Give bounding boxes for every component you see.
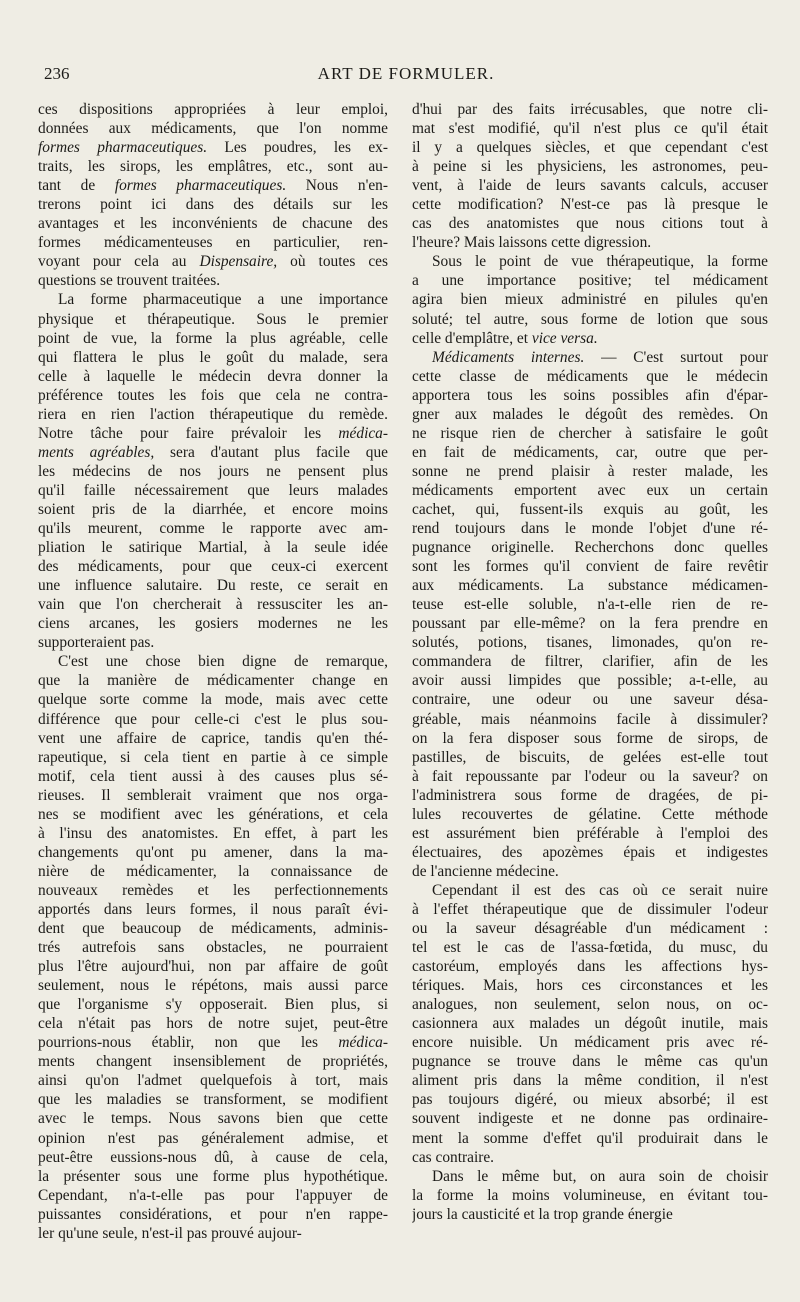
text-line: la présenter sous une forme plus hypothétique. [38,1167,388,1185]
text-line: castoréum, employés dans les affections hys- [412,958,768,976]
text-line: celle à laquelle le médecin devra donner la [38,367,388,385]
text-line: en fait de médicaments, car, outre que per- [412,443,768,461]
text-line: changements qu'ont pu amener, dans la ma- [38,843,388,861]
text-line: pliation le satirique Martial, à la seule idée [38,539,388,557]
text-line: physique et thérapeutique. Sous le premier [38,310,388,328]
text-line: pas toujours digéré, ou mieux absorbé; il est [412,1091,768,1109]
text-line: casionnera aux malades un dégoût inutile, mais [412,1015,768,1033]
paragraph [412,252,768,347]
text-line: ne risque rien de chercher à satisfaire le goût [412,424,768,442]
text-line: sont les formes qu'il convient de faire revêtir [412,558,768,576]
text-line: point de vue, la forme la plus agréable, celle [38,329,388,347]
text-line: jours la causticité et la trop grande énergie [412,1205,673,1223]
text-line: commandera de filtrer, clarifier, afin de les [412,653,768,671]
text-line: dent que beaucoup de médicaments, adminis- [38,920,388,938]
text-line: encore nuisible. Un médicament pris avec ré- [412,1034,768,1052]
text-line: à fait repoussante par l'odeur ou la saveur? on [412,767,768,785]
text-line: Médicaments internes. — C'est surtout pour [432,348,768,366]
text-line: tant de formes pharmaceutiques. Nous n'en- [38,177,388,195]
text-line: qu'il faille nécessairement que leurs malades [38,481,388,499]
text-line: cachet, qui, fussent-ils exquis au goût, les [412,500,768,518]
text-line: cas des anatomistes que nous citions tout à [412,215,768,233]
text-line: apportés dans leurs formes, il nous paraît évi- [38,900,388,918]
right-text-column [412,100,768,1224]
text-line: rapeutique, si cela tient en partie à ce simple [38,748,388,766]
text-line: Notre tâche pour faire prévaloir les médica- [38,424,388,442]
text-line: aux médicaments. La substance médicamen- [412,577,768,595]
text-line: soluté; tel autre, sous forme de lotion que sous [412,310,768,328]
text-line: contraire, une odeur ou une saveur désa- [412,691,768,709]
text-line: à l'insu des anatomistes. En effet, à part les [38,824,388,842]
text-line: celle d'emplâtre, et vice versa. [412,329,598,347]
text-line: tel est le cas de l'assa-fœtida, du musc, du [412,939,768,957]
text-line: tériques. Mais, hors ces circonstances et les [412,977,768,995]
text-line: a une importance positive; tel médicament [412,272,768,290]
text-line: avantages et les inconvénients de chacune des [38,215,388,233]
text-line: une influence salutaire. Du reste, ce serait en [38,577,388,595]
text-line: l'administrera sous forme de dragées, de pi- [412,786,768,804]
text-line: de l'ancienne médecine. [412,862,559,880]
text-line: quelque sorte comme la mode, mais avec cette [38,691,388,709]
left-text-column [38,100,388,1243]
text-line: formes médicamenteuses en particulier, ren- [38,234,388,252]
text-line: des médicaments, pour que ceux-ci exercent [38,558,388,576]
text-line: d'hui par des faits irrécusables, que notre cli- [412,101,768,118]
text-line: qu'ils meurent, comme le rapporte avec am- [38,520,388,538]
text-line: l'heure? Mais laissons cette digression. [412,234,652,252]
text-line: apportera tous les soins possibles afin d'épar- [412,386,768,404]
text-line: traits, les sirops, les emplâtres, etc., sont au- [38,158,388,176]
text-line: cela n'était pas hors de notre sujet, peut-être [38,1015,388,1033]
paragraph [412,881,768,1167]
text-line: électuaires, des apozèmes épais et indigestes [412,843,768,861]
text-line: plus l'être aujourd'hui, non par affaire de goût [38,958,388,976]
text-line: à peine si les physiciens, les astronomes, peu- [412,158,768,176]
text-line: médicaments emportent avec eux un certain [412,481,768,499]
text-line: ler qu'une seule, n'est-il pas prouvé aujour- [38,1224,302,1242]
text-line: ou la saveur désagréable d'un médicament : [412,920,768,938]
text-line: opinion n'est pas généralement admise, et [38,1129,388,1147]
text-line: pastilles, de biscuits, de gelées est-elle tout [412,748,768,766]
text-line: avoir aussi limpides que possible; a-t-elle, au [412,672,768,690]
text-line: il y a quelques siècles, et que cependant c'est [412,139,768,157]
text-line: avec le temps. Nous savons bien que cette [38,1110,388,1128]
text-line: supporteraient pas. [38,634,155,652]
text-line: Cependant il est des cas où ce serait nuire [432,881,768,899]
text-line: trés autrefois sans obstacles, ne pourraient [38,939,388,957]
text-line: ment la somme d'effet qu'il produirait dans le [412,1129,768,1147]
text-line: souvent indigeste et ne donne pas ordinaire- [412,1110,768,1128]
text-line: sonne ne prend plaisir à rester malade, les [412,462,768,480]
text-line: vent, à l'aide de leurs savants calculs, accuser [412,177,768,195]
text-line: cas contraire. [412,1148,495,1166]
page-number: 236 [44,64,70,83]
text-line: pugnance se trouve dans le même cas qu'un [412,1053,768,1071]
text-line: La forme pharmaceutique a une importance [58,291,388,309]
text-line: rend toujours dans le monde l'objet d'une ré- [412,520,768,538]
text-line: vain que l'on chercherait à ressusciter les an- [38,596,388,614]
running-title: ART DE FORMULER. [317,64,495,83]
text-line: vent une affaire de caprice, tandis qu'en thé- [38,729,388,747]
text-line: Dans le même but, on aura soin de choisir [432,1167,768,1185]
paragraph [38,100,388,290]
text-line: trerons point ici dans des détails sur les [38,196,388,214]
text-line: cette classe de médicaments que le médecin [412,367,768,385]
text-line: soient pris de la diarrhée, et encore moins [38,500,388,518]
text-line: nière de médicamenter, la connaissance de [38,862,388,880]
text-line: différence que pour celle-ci c'est le plus sou- [38,710,388,728]
text-line: mat s'est modifié, qu'il n'est plus ce qu'il était [412,120,768,138]
text-line: à l'effet thérapeutique que de dissimuler l'odeur [412,900,768,918]
paragraph [412,1167,768,1224]
text-line: que l'organisme s'y opposerait. Bien plus, si [38,996,388,1014]
text-line: que la manière de médicamenter change en [38,672,388,690]
paragraph [38,652,388,1242]
text-line: les médecins de nos jours ne pensent plus [38,462,388,480]
text-line: que les maladies se transforment, se modifient [38,1091,388,1109]
text-line: formes pharmaceutiques. Les poudres, les ex- [38,139,388,157]
text-line: puissantes considérations, et pour n'en rappe- [38,1205,388,1223]
paragraph [412,348,768,881]
text-line: lules recouvertes de gélatine. Cette méthode [412,805,768,823]
text-line: ments agréables, sera d'autant plus facile que [38,443,388,461]
text-line: la forme la moins volumineuse, en évitant tou- [412,1186,768,1204]
paragraph [412,100,768,252]
text-line: rieuses. Il semblerait vraiment que nos orga- [38,786,388,804]
text-line: teuse est-elle soluble, n'a-t-elle rien de re- [412,596,768,614]
text-line: gréable, mais néanmoins facile à dissimuler? [412,710,768,728]
text-line: on la fera disposer sous forme de sirops, de [412,729,768,747]
text-line: préférence toutes les fois que cela ne contra- [38,386,388,404]
text-line: agira bien mieux administré en pilules qu'en [412,291,768,309]
text-line: poussant par elle-même? on la fera prendre en [412,615,768,633]
text-line: voyant pour cela au Dispensaire, où toutes ces [38,253,388,271]
text-line: aliment pris dans la même condition, il n'est [412,1072,768,1090]
text-line: analogues, non seulement, selon nous, on oc- [412,996,768,1014]
text-line: ciens arcanes, les gosiers modernes ne les [38,615,388,633]
text-line: gner aux malades le dégoût des remèdes. On [412,405,768,423]
text-line: motif, cela tient aussi à des causes plus sé- [38,767,388,785]
text-line: Cependant, n'a-t-elle pas pour l'appuyer de [38,1186,388,1204]
text-line: données aux médicaments, que l'on nomme [38,120,388,138]
text-line: peut-être eussions-nous dû, à cause de cela, [38,1148,388,1166]
text-line: pourrions-nous établir, non que les médica- [38,1034,388,1052]
text-line: pugnance originelle. Recherchons donc quelles [412,539,768,557]
text-line: qui flattera le plus le goût du malade, sera [38,348,388,366]
text-line: Sous le point de vue thérapeutique, la forme [432,253,768,271]
text-line: ments changent insensiblement de propriétés, [38,1053,388,1071]
text-line: cette modification? N'est-ce pas là presque le [412,196,768,214]
text-line: seulement, nous le répétons, mais aussi parce [38,977,388,995]
text-line: solutés, potions, tisanes, limonades, qu'on re- [412,634,768,652]
text-line: ainsi qu'on l'admet quelquefois à tort, mais [38,1072,388,1090]
text-line: ces dispositions appropriées à leur emploi, [38,101,388,118]
paragraph [38,290,388,652]
text-line: nes se modifient avec les générations, et cela [38,805,388,823]
page-header [40,64,772,88]
text-line: questions se trouvent traitées. [38,272,221,290]
text-line: riera en rien l'action thérapeutique du remède. [38,405,388,423]
text-line: C'est une chose bien digne de remarque, [58,653,388,671]
text-line: nouveaux remèdes et les perfectionnements [38,881,388,899]
text-line: est assurément bien préférable à l'emploi des [412,824,768,842]
